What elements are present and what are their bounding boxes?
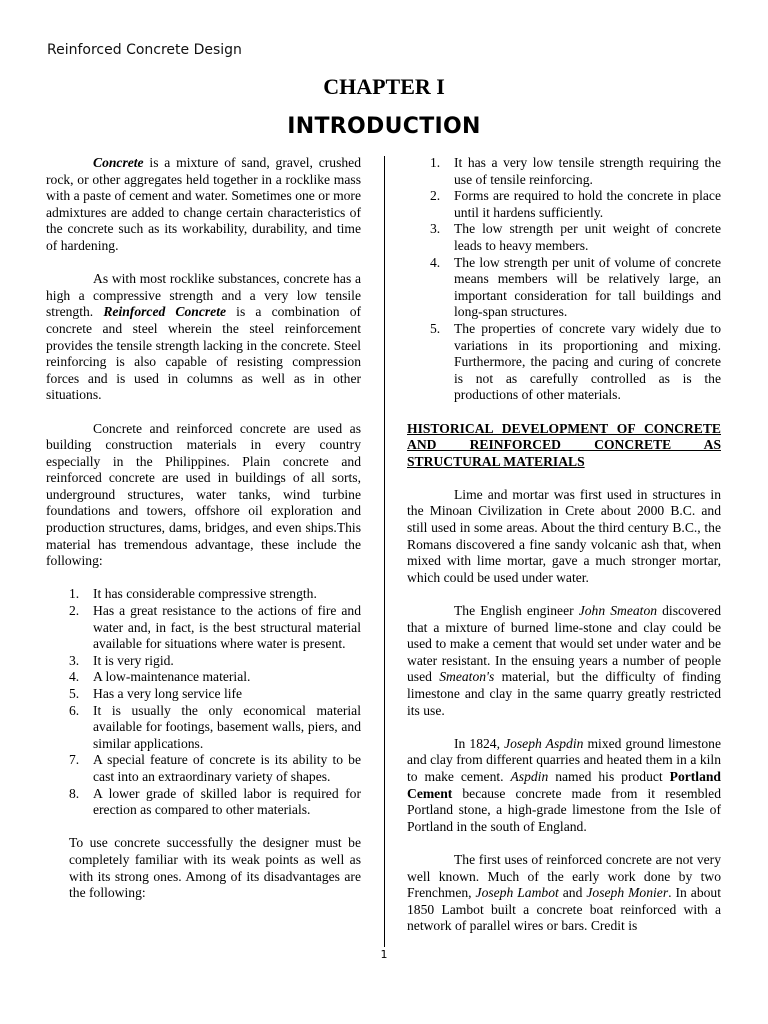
list-text: A special feature of concrete is its ability to be cast into an extraordinary variety of shapes. bbox=[93, 752, 361, 784]
list-number: 7. bbox=[69, 752, 80, 768]
paragraph-text: The English engineer bbox=[454, 603, 579, 619]
paragraph-text: is a mixture of sand, gravel, crushed rock, or other aggregates held together in a rocklike mass with a paste of cement and water. Sometimes one or more admixtures are added to change certain characteristics of the concrete such as its workability, durability, and time of hardening. bbox=[46, 155, 361, 253]
right-column bbox=[407, 155, 721, 952]
term-concrete: Concrete bbox=[93, 155, 144, 170]
list-text: It is usually the only economical material available for footings, basement walls, piers, and similar applications. bbox=[93, 702, 361, 751]
name-aspdin: Aspdin bbox=[510, 768, 549, 784]
term-portland-cement: Portland Cement bbox=[407, 768, 721, 801]
list-item bbox=[407, 255, 721, 321]
paragraph-lime-mortar: Lime and mortar was first used in structures in the Minoan Civilization in Crete about 2000 B.C. and still used in some areas. About the third century B.C., the Romans discovered a fine sandy volcanic ash that, when mixed with lime mortar, gave a much stronger mortar, which could be used under water. bbox=[407, 486, 721, 585]
name-joseph-lambot: Joseph Lambot bbox=[475, 885, 559, 901]
list-item bbox=[407, 155, 721, 188]
name-joseph-aspdin: Joseph Aspdin bbox=[504, 735, 584, 751]
list-item bbox=[46, 752, 361, 785]
list-text: The low strength per unit of volume of concrete means members will be relatively large, an important consideration for tall buildings and long-span structures. bbox=[454, 254, 721, 320]
list-number: 4. bbox=[430, 254, 441, 270]
list-text: A low-maintenance material. bbox=[93, 669, 251, 685]
term-reinforced-concrete: Reinforced Concrete bbox=[103, 304, 227, 320]
list-text: Has a great resistance to the actions of fire and water and, in fact, is the best structural material available for situations where water is present. bbox=[93, 603, 361, 652]
paragraph-early-reinforced bbox=[407, 852, 721, 935]
list-item bbox=[407, 321, 721, 404]
left-column bbox=[46, 155, 361, 918]
paragraph-text: mixed ground limestone and clay from different quarries and heated them in a kiln to make cement. bbox=[407, 735, 721, 784]
paragraph-text: named his product bbox=[548, 768, 670, 784]
list-text: The properties of concrete vary widely due to variations in its proportioning and mixing. Furthermore, the pacing and curing of concrete is not as carefully controlled as is the productions of other materials. bbox=[454, 320, 721, 403]
paragraph-concrete-definition bbox=[46, 155, 361, 255]
paragraph-text: is a combination of concrete and steel wherein the steel reinforcement provides the tensile strength lacking in the concrete. Steel reinforcing is also capable of resisting compression forces and is used in columns as well as in other situations. bbox=[46, 304, 362, 403]
paragraph-aspdin bbox=[407, 736, 721, 836]
advantages-list bbox=[46, 586, 361, 818]
list-number: 2. bbox=[430, 188, 441, 204]
list-number: 5. bbox=[430, 320, 441, 336]
name-joseph-monier: Joseph Monier bbox=[586, 885, 669, 901]
paragraph-text: The first uses of reinforced concrete are not very well known. Much of the early work done by two Frenchmen, bbox=[407, 851, 721, 901]
list-text: Forms are required to hold the concrete in place until it hardens sufficiently. bbox=[454, 188, 721, 220]
list-item bbox=[46, 786, 361, 819]
paragraph-text: . In about 1850 Lambot built a concrete boat reinforced with a network of parallel wires or bars. Credit is bbox=[407, 885, 721, 934]
chapter-label: CHAPTER I bbox=[323, 74, 445, 99]
paragraph-text: In 1824, bbox=[454, 735, 505, 751]
list-item bbox=[46, 686, 361, 703]
disadvantages-list bbox=[407, 155, 721, 404]
list-text: It has a very low tensile strength requiring the use of tensile reinforcing. bbox=[454, 155, 721, 187]
list-number: 3. bbox=[69, 652, 80, 668]
paragraph-text: discovered that a mixture of burned lime-stone and clay could be used to make a cement that would set under water and be water resistant. In the ensuing years a number of people used bbox=[407, 603, 722, 685]
list-number: 6. bbox=[69, 702, 80, 718]
list-item bbox=[46, 703, 361, 753]
column-divider bbox=[384, 156, 385, 947]
section-heading: HISTORICAL DEVELOPMENT OF CONCRETE AND REINFORCED CONCRETE AS STRUCTURAL MATERIALS bbox=[407, 420, 721, 469]
list-text: It is very rigid. bbox=[93, 652, 174, 668]
paragraph-smeaton bbox=[407, 603, 721, 719]
list-text: Has a very long service life bbox=[93, 686, 243, 701]
page-number: 1 bbox=[380, 948, 388, 961]
list-item bbox=[46, 586, 361, 603]
list-text: It has considerable compressive strength. bbox=[93, 586, 317, 602]
list-number: 4. bbox=[69, 669, 80, 685]
page-title: INTRODUCTION bbox=[287, 114, 481, 139]
list-number: 3. bbox=[430, 221, 441, 237]
list-item bbox=[46, 669, 361, 686]
name-smeaton: Smeaton's bbox=[439, 669, 495, 685]
list-number: 8. bbox=[69, 785, 80, 801]
list-number: 5. bbox=[69, 686, 80, 701]
paragraph-text: As with most rocklike substances, concrete has a high a compressive strength and a very low tensile strength. bbox=[46, 271, 361, 320]
list-number: 1. bbox=[430, 155, 441, 170]
list-item bbox=[407, 188, 721, 221]
paragraph-text: and bbox=[558, 885, 587, 901]
list-text: A lower grade of skilled labor is required for erection as compared to other materials. bbox=[93, 785, 361, 818]
list-item bbox=[407, 221, 721, 254]
list-number: 1. bbox=[69, 586, 80, 602]
paragraph-reinforced-concrete bbox=[46, 271, 361, 404]
list-item bbox=[46, 603, 361, 653]
paragraph-disadvantages-intro: To use concrete successfully the designer must be completely familiar with its weak points as well as with its strong ones. Among of its disadvantages are the following: bbox=[69, 835, 361, 901]
list-text: The low strength per unit weight of concrete leads to heavy members. bbox=[454, 221, 721, 253]
paragraph-text: because concrete made from it resembled Portland stone, a high-grade limestone from the Isle of Portland in the south of England. bbox=[407, 785, 721, 834]
paragraph-uses: Concrete and reinforced concrete are used as building construction materials in every country especially in the Philippines. Plain concrete and reinforced concrete are used in buildings of all sorts, underground structures, water tanks, wind turbine foundations and towers, offshore oil exploration and production structures, dams, bridges, and even ships.This material has tremendous advantage, these include the following: bbox=[46, 420, 361, 569]
name-john-smeaton: John Smeaton bbox=[578, 603, 658, 619]
list-item bbox=[46, 653, 361, 670]
list-number: 2. bbox=[69, 603, 80, 619]
document-header: Reinforced Concrete Design bbox=[47, 42, 242, 58]
paragraph-text: material, but the difficulty of finding limestone and clay in the same quarry greatly restricted its use. bbox=[407, 669, 721, 718]
